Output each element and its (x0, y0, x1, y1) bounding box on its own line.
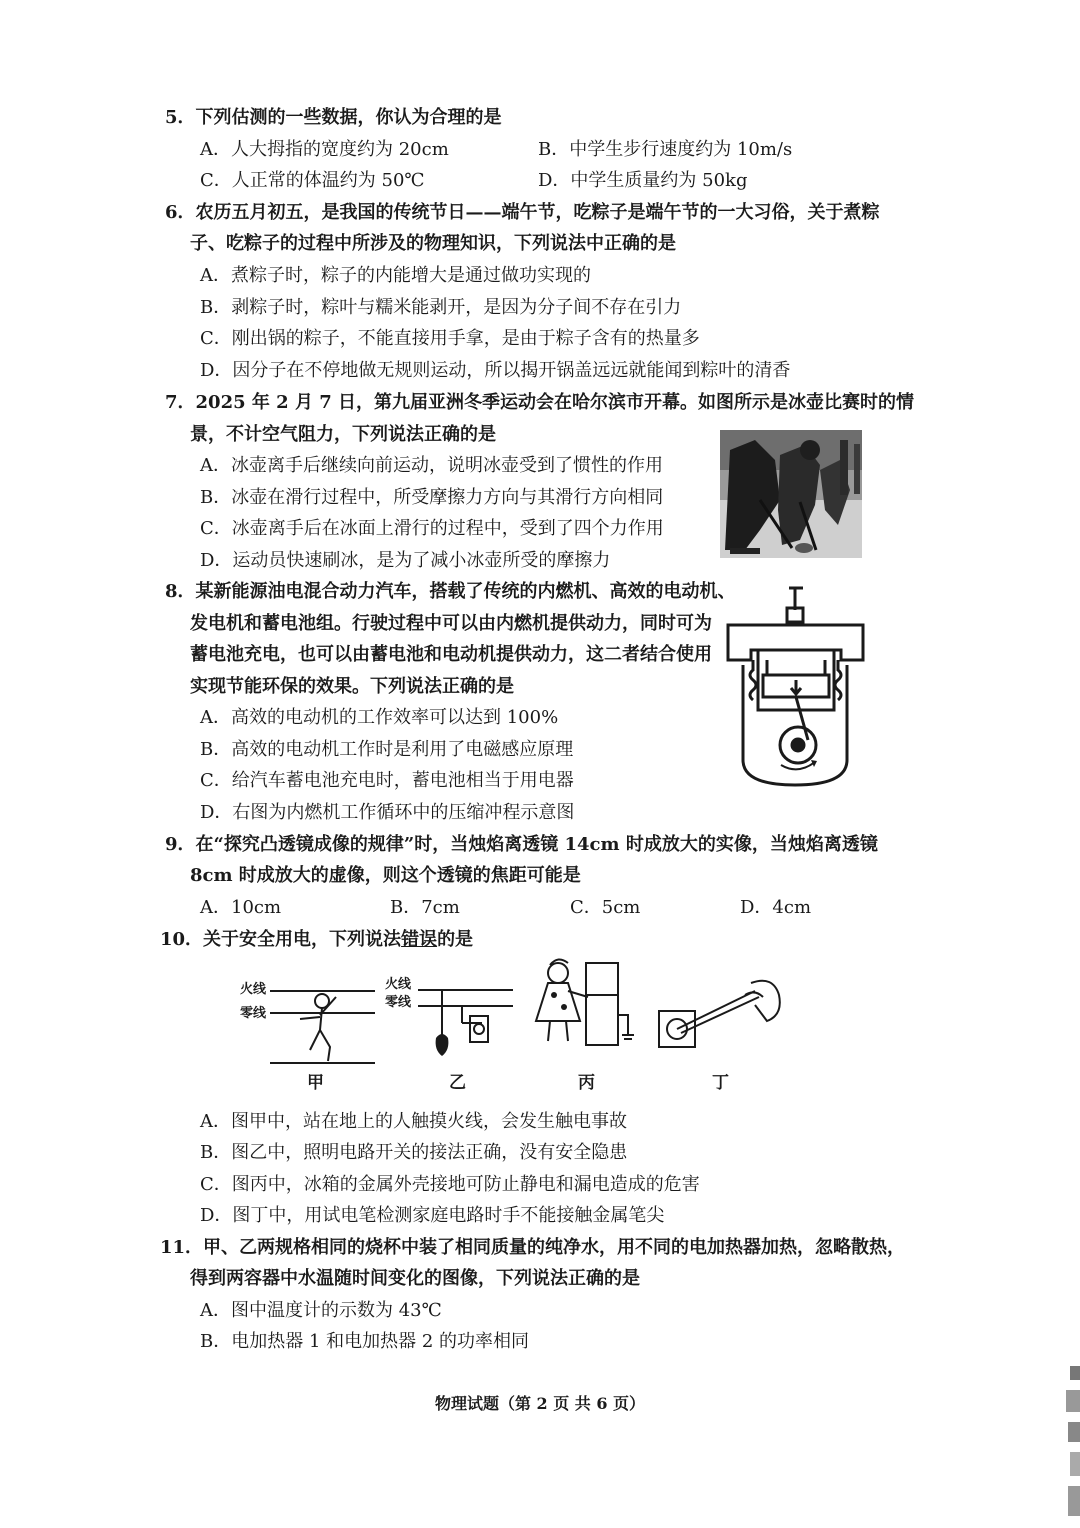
caption-yi: 乙 (449, 1073, 466, 1093)
q10-stem-emphasis: 错误 (401, 929, 438, 950)
q8-stem-line2: 发电机和蓄电池组。行驶过程中可以由内燃机提供动力，同时可为 (190, 613, 712, 634)
q9-option-c: C．5cm (570, 897, 641, 918)
q9-option-a: A．10cm (200, 897, 282, 918)
fig-ding (655, 975, 785, 1055)
q8-option-c: C．给汽车蓄电池充电时，蓄电池相当于用电器 (200, 770, 574, 791)
q5-stem: 5．下列估测的一些数据，你认为合理的是 (165, 107, 502, 128)
q7-stem-line1: 7．2025 年 2 月 7 日，第九届亚洲冬季运动会在哈尔滨市开幕。如图所示是冰壶比赛时的情 (165, 392, 915, 413)
q6-option-a: A．煮粽子时，粽子的内能增大是通过做功实现的 (200, 265, 591, 286)
caption-ding: 丁 (712, 1073, 729, 1093)
q11-option-a: A．图中温度计的示数为 43℃ (200, 1300, 442, 1321)
q8-option-a: A．高效的电动机的工作效率可以达到 100% (200, 707, 559, 728)
q7-option-a: A．冰壶离手后继续向前运动，说明冰壶受到了惯性的作用 (200, 455, 663, 476)
q10-option-b: B．图乙中，照明电路开关的接法正确，没有安全隐患 (200, 1142, 628, 1163)
q8-stem-line3: 蓄电池充电，也可以由蓄电池和电动机提供动力，这二者结合使用 (190, 644, 712, 665)
q6-stem-line1: 6．农历五月初五，是我国的传统节日——端午节，吃粽子是端午节的一大习俗，关于煮粽 (165, 202, 880, 223)
fig-jia (270, 975, 380, 1067)
q8-stem-line1: 8．某新能源油电混合动力汽车，搭载了传统的内燃机、高效的电动机、 (165, 581, 736, 602)
q8-stem-line4: 实现节能环保的效果。下列说法正确的是 (190, 676, 514, 697)
q5-option-d: D．中学生质量约为 50kg (538, 170, 748, 191)
fig-yi-label-neutral: 零线 (385, 995, 412, 1010)
page-footer: 物理试题（第 2 页 共 6 页） (434, 1394, 646, 1413)
q7-option-d: D．运动员快速刷冰，是为了减小冰壶所受的摩擦力 (200, 550, 611, 571)
fig-yi-label-fire: 火线 (385, 977, 412, 992)
q6-stem-line2: 子、吃粽子的过程中所涉及的物理知识，下列说法中正确的是 (190, 233, 676, 254)
q5-option-a: A．人大拇指的宽度约为 20cm (200, 139, 449, 160)
q9-stem-line2: 8cm 时成放大的虚像，则这个透镜的焦距可能是 (190, 865, 581, 886)
q10-option-a: A．图甲中，站在地上的人触摸火线，会发生触电事故 (200, 1111, 627, 1132)
q7-option-b: B．冰壶在滑行过程中，所受摩擦力方向与其滑行方向相同 (200, 487, 664, 508)
curling-photo (720, 430, 862, 558)
q11-stem-line2: 得到两容器中水温随时间变化的图像，下列说法正确的是 (190, 1268, 640, 1289)
q6-option-b: B．剥粽子时，粽叶与糯米能剥开，是因为分子间不存在引力 (200, 297, 682, 318)
q7-stem-line2: 景，不计空气阻力，下列说法正确的是 (190, 424, 496, 445)
caption-bing: 丙 (578, 1073, 595, 1093)
fig-jia-label-fire: 火线 (240, 982, 267, 997)
q5-option-b: B．中学生步行速度约为 10m/s (538, 139, 793, 160)
q10-option-d: D．图丁中，用试电笔检测家庭电路时手不能接触金属笔尖 (200, 1205, 665, 1226)
fig-jia-label-neutral: 零线 (240, 1006, 267, 1021)
q11-option-b: B．电加热器 1 和电加热器 2 的功率相同 (200, 1331, 530, 1352)
engine-diagram (723, 580, 868, 790)
q10-stem: 10．关于安全用电，下列说法错误的是 (160, 929, 474, 950)
q11-stem-line1: 11．甲、乙两规格相同的烧杯中装了相同质量的纯净水，用不同的电加热器加热，忽略散热， (160, 1237, 906, 1258)
fig-bing (518, 955, 648, 1055)
scan-edge-artifact (1062, 1366, 1080, 1528)
q8-option-b: B．高效的电动机工作时是利用了电磁感应原理 (200, 739, 574, 760)
q6-option-d: D．因分子在不停地做无规则运动，所以揭开锅盖远远就能闻到粽叶的清香 (200, 360, 791, 381)
q7-option-c: C．冰壶离手后在冰面上滑行的过程中，受到了四个力作用 (200, 518, 664, 539)
q8-option-d: D．右图为内燃机工作循环中的压缩冲程示意图 (200, 802, 575, 823)
q9-option-d: D．4cm (740, 897, 812, 918)
q10-option-c: C．图丙中，冰箱的金属外壳接地可防止静电和漏电造成的危害 (200, 1174, 700, 1195)
q9-stem-line1: 9．在“探究凸透镜成像的规律”时，当烛焰离透镜 14cm 时成放大的实像，当烛焰离透镜 (165, 834, 878, 855)
q5-option-c: C．人正常的体温约为 50℃ (200, 170, 425, 191)
q6-option-c: C．刚出锅的粽子，不能直接用手拿，是由于粽子含有的热量多 (200, 328, 700, 349)
fig-yi (418, 978, 518, 1070)
q9-option-b: B．7cm (390, 897, 460, 918)
caption-jia: 甲 (307, 1073, 324, 1093)
